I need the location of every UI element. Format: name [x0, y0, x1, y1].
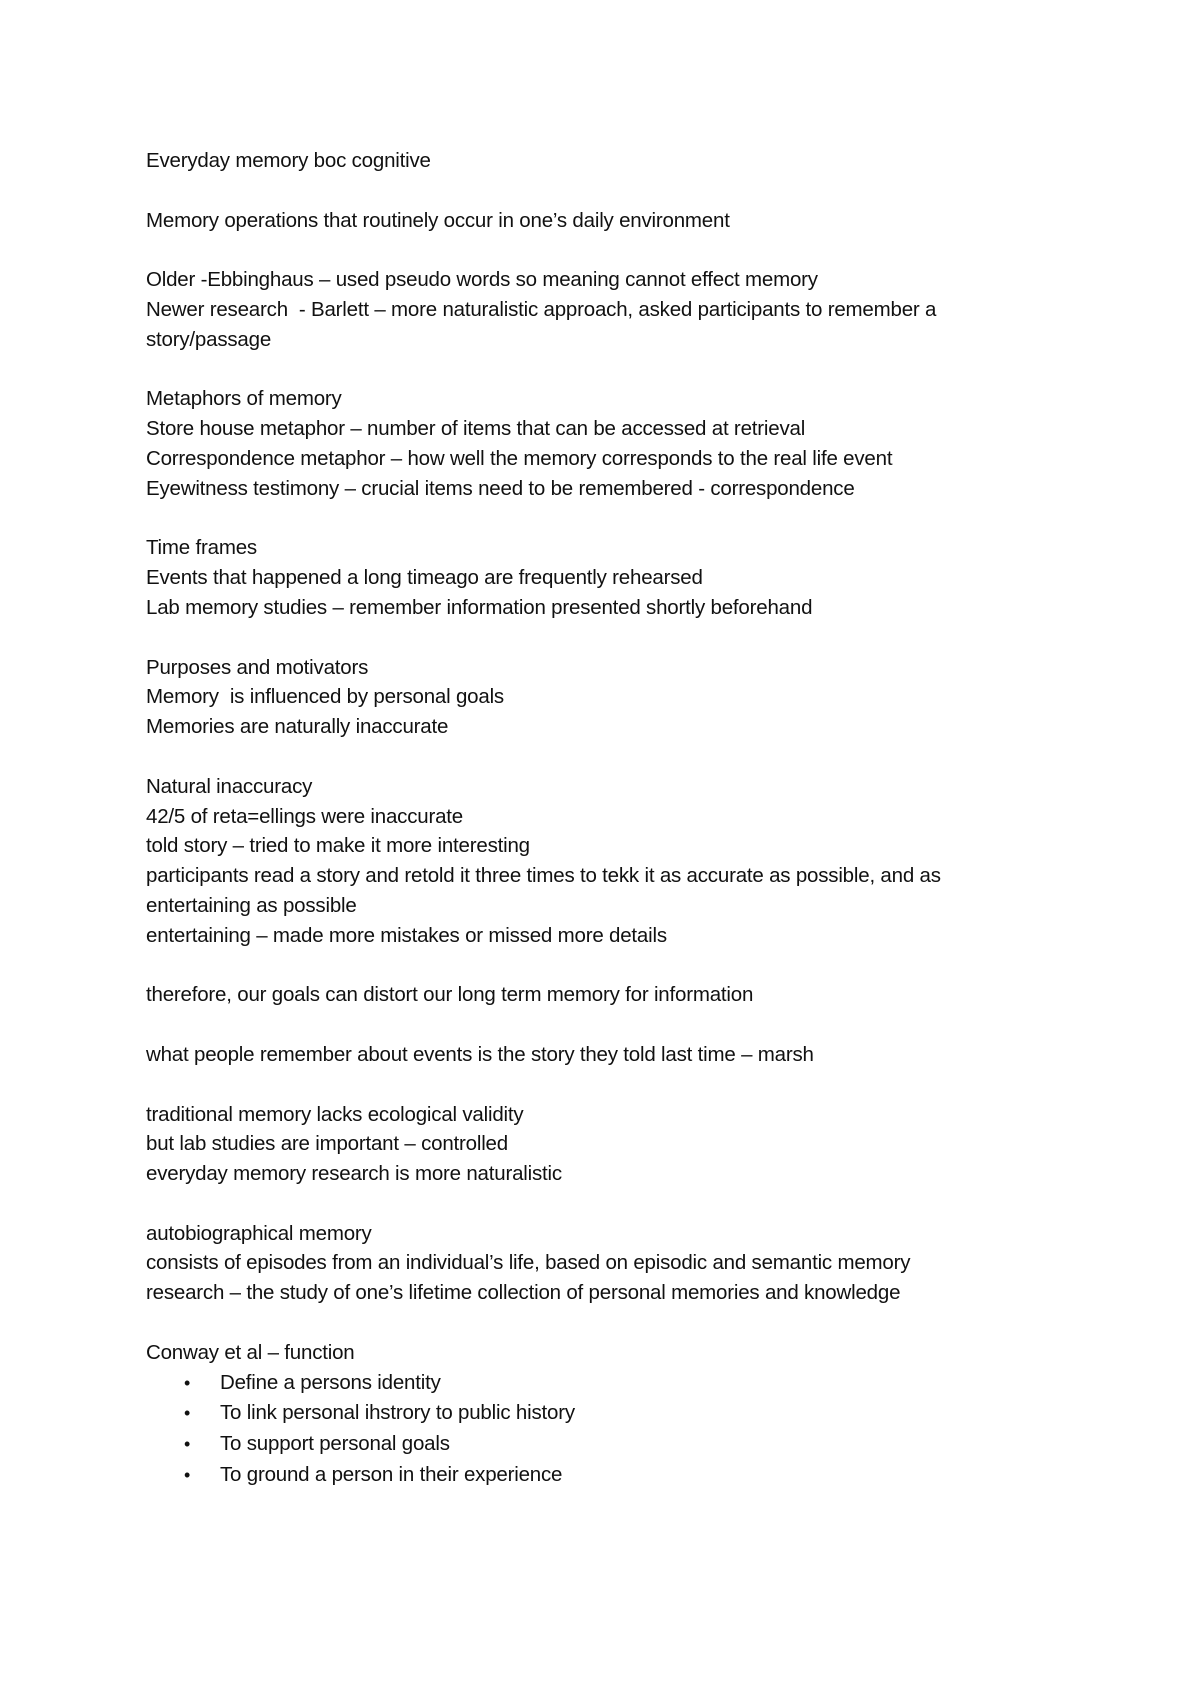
blank-line [146, 504, 1046, 534]
bullet-text: Define a persons identity [220, 1370, 441, 1394]
metaphors-heading: Metaphors of memory [146, 387, 342, 411]
time-frames-heading: Time frames [146, 536, 257, 560]
purposes-line: Memories are naturally inaccurate [146, 715, 449, 739]
bullet-icon: • [184, 1372, 191, 1393]
inaccuracy-line: participants read a story and retold it three times to tekk it as accurate as possible, and as entertaining as possible [146, 864, 947, 917]
blank-line [146, 1070, 1046, 1100]
metaphor-line: Eyewitness testimony – crucial items need to be remembered - correspondence [146, 476, 855, 500]
bullet-icon: • [184, 1465, 191, 1486]
inaccuracy-line: told story – tried to make it more interesting [146, 834, 530, 858]
blank-line [146, 176, 1046, 206]
blank-line [146, 355, 1046, 385]
blank-line [146, 623, 1046, 653]
inaccuracy-line: 42/5 of reta=ellings were inaccurate [146, 804, 464, 828]
marsh-text: what people remember about events is the story they told last time – marsh [146, 1042, 814, 1066]
blank-line [146, 235, 1046, 265]
blank-line [146, 951, 1046, 981]
metaphor-line: Store house metaphor – number of items that can be accessed at retrieval [146, 417, 806, 441]
inaccuracy-heading: Natural inaccuracy [146, 774, 313, 798]
validity-line: traditional memory lacks ecological validity [146, 1102, 524, 1126]
time-frames-line: Lab memory studies – remember information presented shortly beforehand [146, 595, 813, 619]
autobiographical-heading: autobiographical memory [146, 1221, 372, 1245]
blank-line [146, 742, 1046, 772]
bullet-icon: • [184, 1403, 191, 1424]
metaphor-line: Correspondence metaphor – how well the memory corresponds to the real life event [146, 446, 893, 470]
time-frames-line: Events that happened a long timeago are frequently rehearsed [146, 566, 703, 590]
document-body [146, 146, 1046, 1491]
list-item [146, 1429, 1046, 1460]
inaccuracy-line: entertaining – made more mistakes or missed more details [146, 923, 667, 947]
document-title: Everyday memory boc cognitive [146, 149, 431, 172]
list-item [146, 1368, 1046, 1399]
bullet-text: To link personal ihstrory to public history [220, 1401, 575, 1425]
conway-heading: Conway et al – function [146, 1340, 355, 1364]
bullet-icon: • [184, 1434, 191, 1455]
bullet-text: To ground a person in their experience [220, 1463, 563, 1487]
validity-line: but lab studies are important – controlled [146, 1132, 508, 1156]
history-older: Older -Ebbinghaus – used pseudo words so meaning cannot effect memory [146, 268, 818, 292]
list-item [146, 1398, 1046, 1429]
blank-line [146, 1189, 1046, 1219]
autobiographical-line: consists of episodes from an individual’s life, based on episodic and semantic memory [146, 1251, 911, 1275]
list-item [146, 1460, 1046, 1491]
blank-line [146, 1308, 1046, 1338]
blank-line [146, 1010, 1046, 1040]
validity-line: everyday memory research is more naturalistic [146, 1162, 562, 1186]
purposes-line: Memory is influenced by personal goals [146, 685, 504, 709]
conway-bullet-list [146, 1368, 1046, 1491]
history-newer: Newer research - Barlett – more naturalistic approach, asked participants to remember a story/passage [146, 297, 942, 351]
definition-text: Memory operations that routinely occur in one’s daily environment [146, 208, 730, 232]
therefore-text: therefore, our goals can distort our long term memory for information [146, 983, 754, 1007]
purposes-heading: Purposes and motivators [146, 655, 369, 679]
autobiographical-line: research – the study of one’s lifetime collection of personal memories and knowledge [146, 1281, 901, 1305]
bullet-text: To support personal goals [220, 1432, 450, 1456]
